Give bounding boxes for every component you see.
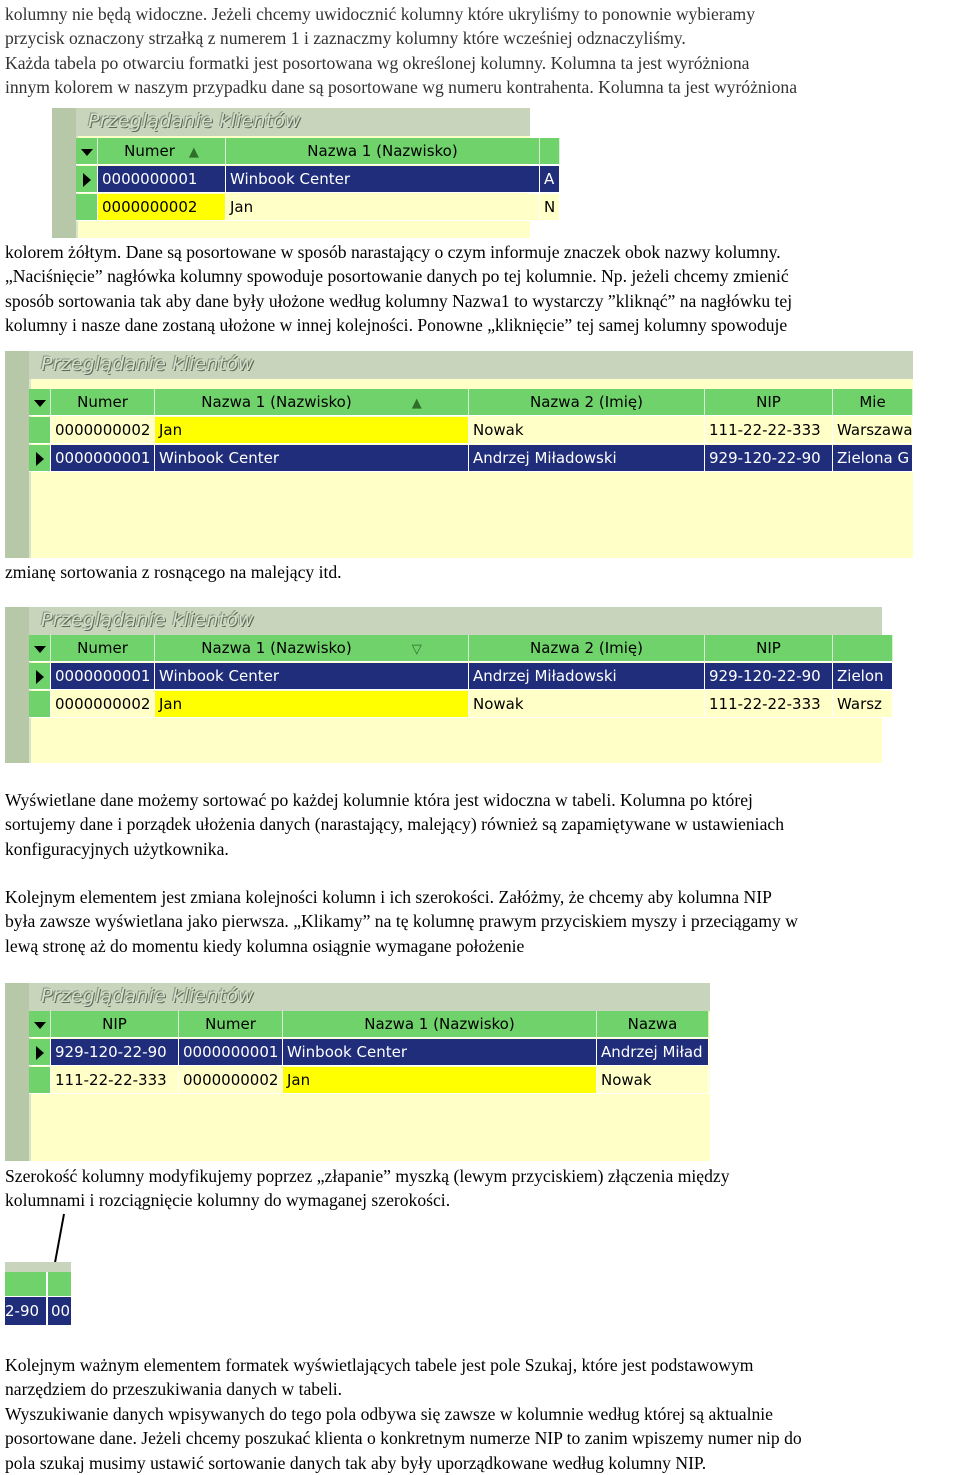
column-header-label: Nazwa 1 (Nazwisko) (364, 1015, 515, 1033)
text-line: przycisk oznaczony strzałką z numerem 1 i zaznaczmy kolumny które wcześniej odznaczyliśmy. (5, 28, 686, 49)
data-grid[interactable] (29, 1011, 710, 1095)
cell-nazwa2[interactable]: Andrzej Miładowski (469, 445, 705, 472)
sort-ascending-icon: ▲ (188, 145, 199, 160)
current-row-arrow-icon (36, 1046, 44, 1060)
window-title: Przeglądanie klientów (41, 609, 254, 631)
column-header-label: Numer (124, 142, 175, 160)
table-row[interactable] (29, 417, 913, 445)
cell-nazwa1[interactable]: Winbook Center (283, 1039, 597, 1066)
cell-nazwa1[interactable]: Winbook Center (155, 663, 469, 690)
text-line: była zawsze wyświetlana jako pierwsza. „Klikamy” na tę kolumnę prawym przyciskiem myszy i przeciągamy w (5, 911, 798, 932)
column-header-label: Mie (859, 393, 886, 411)
cell-miejscowosc[interactable]: Zielona G (833, 445, 913, 472)
row-indicator (29, 1067, 51, 1094)
column-header-miejscowosc[interactable] (833, 389, 913, 416)
column-header-label: NIP (756, 639, 781, 657)
cell-nazwa2[interactable]: Nowak (597, 1067, 709, 1094)
grid-header-row (29, 389, 913, 417)
row-indicator (29, 663, 51, 690)
panel-left-bar (5, 983, 31, 1161)
column-header-label: Nazwa (627, 1015, 678, 1033)
window-title-bar (76, 108, 530, 136)
column-header-label: Nazwa 1 (Nazwisko) (201, 393, 352, 411)
table-row[interactable] (29, 663, 882, 691)
column-header-label: NIP (102, 1015, 127, 1033)
grid-header-row (76, 138, 530, 166)
text-line: kolumnami i rozciągnięcie kolumny do wymaganej szerokości. (5, 1190, 451, 1211)
grid-header-row (29, 635, 882, 663)
cell-nip[interactable]: 111-22-22-333 (51, 1067, 179, 1094)
cell-nazwa1[interactable]: Jan (283, 1067, 597, 1094)
cell-next[interactable]: A (540, 166, 560, 193)
paragraph-6 (5, 1164, 960, 1213)
screenshot-table-sorted-by-name-asc (5, 351, 913, 558)
window-title-bar (29, 351, 913, 379)
cell-nazwa1[interactable]: Winbook Center (155, 445, 469, 472)
cell-nazwa1[interactable]: Jan (155, 691, 469, 718)
cell-numer[interactable]: 0000000002 (51, 417, 155, 444)
text-line: kolumny nie będą widoczne. Jeżeli chcemy uwidocznić kolumny które ukryliśmy to ponownie wybieramy (5, 4, 755, 24)
window-title: Przeglądanie klientów (88, 110, 301, 132)
text-line: konfiguracyjnych użytkownika. (5, 838, 229, 859)
row-indicator (29, 691, 51, 718)
cell-nip[interactable]: 929-120-22-90 (705, 663, 833, 690)
cell-numer[interactable]: 0000000001 (98, 166, 226, 193)
text-line: „Naciśnięcie” nagłówka kolumny spowoduje posortowanie danych po tej kolumnie. Np. jeżeli chcemy zmienić (5, 266, 789, 287)
window-title-bar (29, 983, 710, 1011)
snippet-row (5, 1297, 71, 1325)
cell-numer[interactable]: 0000000001 (51, 445, 155, 472)
panel-left-bar (5, 607, 31, 763)
column-header-nazwa1[interactable] (283, 1011, 597, 1038)
text-line: pola szukaj musimy ustawić sortowanie danych tak aby były uporządkowane według kolumny NIP. (5, 1452, 707, 1473)
column-header-nip[interactable] (705, 389, 833, 416)
row-indicator (29, 417, 51, 444)
cell-nazwa1[interactable]: Jan (226, 194, 540, 221)
column-header-numer[interactable] (51, 635, 155, 662)
cell-nazwa2[interactable]: Nowak (469, 417, 705, 444)
column-header-nazwa2[interactable] (469, 389, 705, 416)
table-row[interactable] (29, 1039, 710, 1067)
column-header-nazwa1[interactable] (155, 389, 469, 416)
chevron-down-icon (34, 400, 46, 407)
panel-left-bar (52, 108, 78, 238)
paragraph-5 (5, 885, 960, 958)
screenshot-table-sorted-by-name-desc (5, 607, 882, 763)
column-header-nazwa1[interactable] (226, 138, 540, 165)
text-line: lewą stronę aż do momentu kiedy kolumna osiągnie wymagane położenie (5, 935, 525, 956)
cell-nazwa2[interactable]: Andrzej Miład (597, 1039, 709, 1066)
text-line: Wyświetlane dane możemy sortować po każdej kolumnie która jest widoczna w tabeli. Kolumna po której (5, 790, 753, 810)
text-line: sposób sortowania tak aby dane były ułożone według kolumny Nazwa1 to wystarczy ”kliknąć” na nagłówku tej (5, 290, 793, 311)
column-header-nazwa1[interactable] (155, 635, 469, 662)
cell-nazwa2[interactable]: Nowak (469, 691, 705, 718)
paragraph-2 (5, 240, 960, 338)
current-row-arrow-icon (83, 173, 91, 187)
cell-miejscowosc[interactable]: Warszawa (833, 417, 913, 444)
text-line: Każda tabela po otwarciu formatki jest posortowana wg określonej kolumny. Kolumna ta jest wyróżniona (5, 52, 750, 73)
cell-nazwa1[interactable]: Jan (155, 417, 469, 444)
column-header-nip[interactable] (51, 1011, 179, 1038)
current-row-arrow-icon (36, 452, 44, 466)
panel-left-bar (5, 351, 31, 558)
cell-next[interactable]: N (540, 194, 560, 221)
cell-nazwa1[interactable]: Winbook Center (226, 166, 540, 193)
column-header-label: Numer (77, 393, 128, 411)
column-header-label: Numer (205, 1015, 256, 1033)
data-grid[interactable] (29, 635, 882, 719)
column-header-nazwa2[interactable] (597, 1011, 709, 1038)
text-line: sortujemy dane i porządek ułożenia danych (narastający, malejący) również są zapamiętywane w ustawieniach (5, 814, 784, 835)
snippet-left-value: 2-90 (5, 1302, 40, 1320)
cell-nip[interactable]: 929-120-22-90 (51, 1039, 179, 1066)
window-title: Przeglądanie klientów (41, 353, 254, 375)
data-grid[interactable] (76, 138, 556, 222)
paragraph-3 (5, 560, 960, 584)
window-title-bar (29, 607, 882, 635)
row-indicator (29, 445, 51, 472)
cell-numer[interactable]: 0000000001 (179, 1039, 283, 1066)
column-header-label: Nazwa 2 (Imię) (530, 639, 643, 657)
screenshot-table-sorted-by-number (52, 108, 556, 238)
cell-next[interactable]: Zielon (833, 663, 893, 690)
column-menu-button[interactable] (29, 389, 51, 416)
grid-header-row (29, 1011, 710, 1039)
sort-ascending-icon: ▲ (411, 396, 422, 411)
screenshot-table-nip-first (5, 983, 710, 1161)
column-header-label: Nazwa 2 (Imię) (530, 393, 643, 411)
cell-numer[interactable]: 0000000001 (51, 663, 155, 690)
column-header-numer[interactable] (98, 138, 226, 165)
cell-next[interactable]: Warsz (833, 691, 893, 718)
cell-nip[interactable]: 929-120-22-90 (705, 445, 833, 472)
column-header-numer[interactable] (179, 1011, 283, 1038)
snippet-header-green (5, 1272, 71, 1296)
column-header-label: Nazwa 1 (Nazwisko) (201, 639, 352, 657)
column-header-numer[interactable] (51, 389, 155, 416)
snippet-right-value: 00 (51, 1302, 71, 1320)
sort-descending-icon: ▽ (411, 642, 422, 657)
column-header-label: Nazwa 1 (Nazwisko) (307, 142, 458, 160)
current-row-arrow-icon (36, 670, 44, 684)
column-header-nazwa2[interactable] (469, 635, 705, 662)
cell-numer[interactable]: 0000000002 (179, 1067, 283, 1094)
text-line: innym kolorem w naszym przypadku dane są posortowane wg numeru kontrahenta. Kolumna ta jest wyróżniona (5, 77, 798, 98)
text-line: kolumny i nasze dane zostaną ułożone w innej kolejności. Ponowne „kliknięcie” tej samej kolumny spowoduje (5, 315, 788, 336)
chevron-down-icon (34, 1022, 46, 1029)
cell-nip[interactable]: 111-22-22-333 (705, 417, 833, 444)
text-line: Szerokość kolumny modyfikujemy poprzez „złapanie” myszką (lewym przyciskiem) złączenia między (5, 1166, 730, 1186)
table-row[interactable] (29, 1067, 710, 1095)
chevron-down-icon (34, 646, 46, 653)
column-header-next[interactable] (833, 635, 893, 662)
cell-nazwa2[interactable]: Andrzej Miładowski (469, 663, 705, 690)
column-menu-button[interactable] (76, 138, 98, 165)
row-indicator (29, 1039, 51, 1066)
text-line: zmianę sortowania z rosnącego na malejący itd. (5, 562, 342, 582)
cell-numer[interactable]: 0000000002 (98, 194, 226, 221)
data-grid[interactable] (29, 389, 913, 473)
text-line: Wyszukiwanie danych wpisywanych do tego pola odbywa się zawsze w kolumnie według której są aktualnie (5, 1403, 773, 1424)
table-row[interactable] (29, 445, 913, 473)
text-line: Kolejnym elementem jest zmiana kolejności kolumn i ich szerokości. Załóżmy, że chcemy aby kolumna NIP (5, 887, 772, 907)
table-row[interactable] (76, 194, 556, 222)
table-row[interactable] (29, 691, 882, 719)
text-line: Kolejnym ważnym elementem formatek wyświetlających tabele jest pole Szukaj, które jest podstawowym (5, 1355, 754, 1375)
column-header-label: Numer (77, 639, 128, 657)
text-line: narzędziem do przeszukiwania danych w tabeli. (5, 1379, 343, 1400)
table-row[interactable] (76, 166, 555, 194)
cell-nip[interactable]: 111-22-22-333 (705, 691, 833, 718)
row-indicator (76, 166, 98, 193)
window-title: Przeglądanie klientów (41, 985, 254, 1007)
column-header-next[interactable] (540, 138, 560, 165)
column-resize-snippet (5, 1262, 71, 1328)
cell-numer[interactable]: 0000000002 (51, 691, 155, 718)
paragraph-4 (5, 788, 960, 861)
chevron-down-icon (81, 149, 93, 156)
column-divider-handle[interactable] (46, 1272, 48, 1328)
column-menu-button[interactable] (29, 635, 51, 662)
paragraph-1 (5, 2, 960, 100)
row-indicator (76, 194, 98, 221)
text-line: posortowane dane. Jeżeli chcemy poszukać klienta o konkretnym numerze NIP to zanim wpiszemy numer nip do (5, 1428, 802, 1449)
column-menu-button[interactable] (29, 1011, 51, 1038)
column-header-nip[interactable] (705, 635, 833, 662)
paragraph-7 (5, 1353, 960, 1475)
column-header-label: NIP (756, 393, 781, 411)
text-line: kolorem żółtym. Dane są posortowane w sposób narastający o czym informuje znaczek obok nazwy kolumny. (5, 242, 781, 262)
